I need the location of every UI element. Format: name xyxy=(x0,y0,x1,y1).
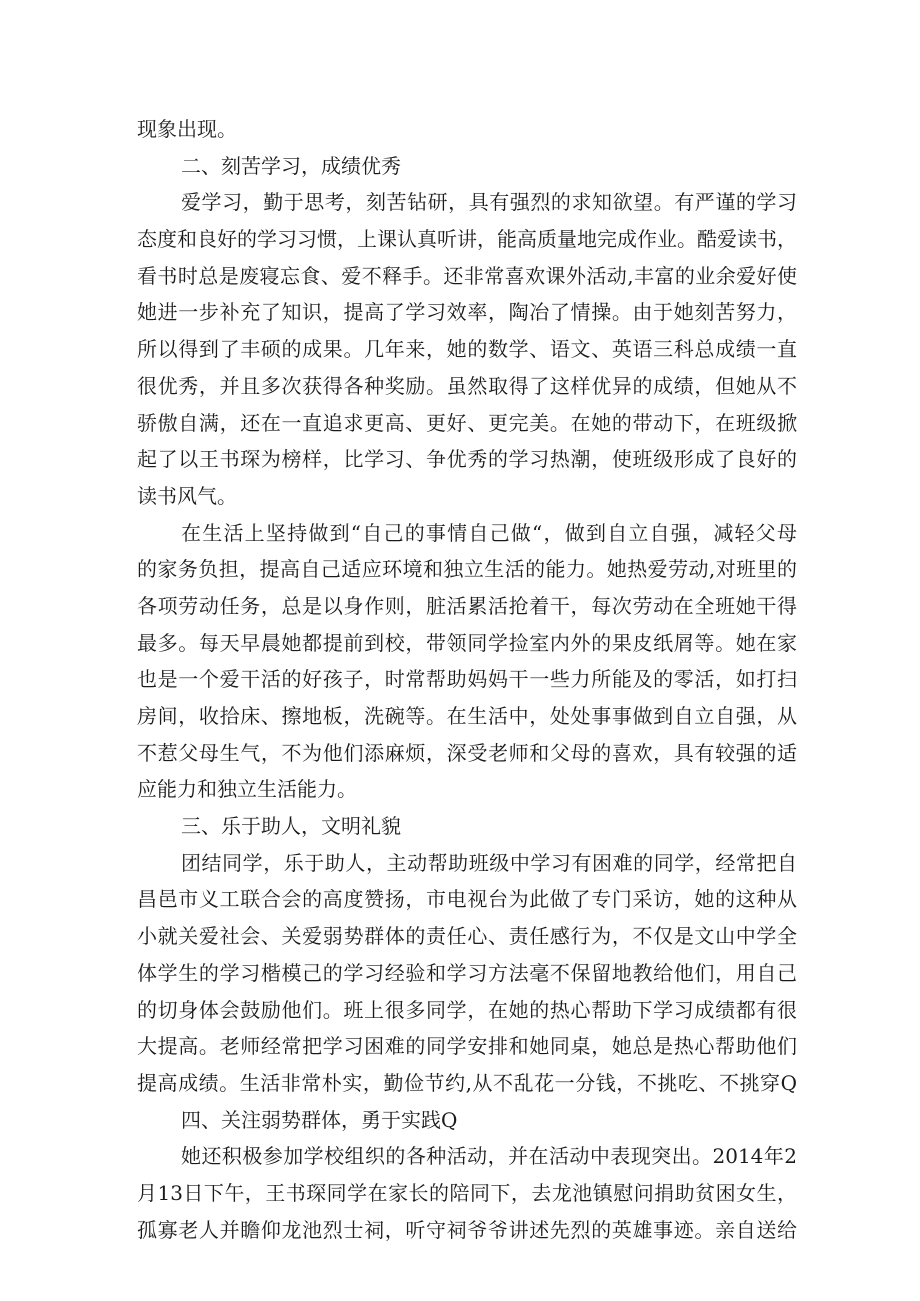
text-line: 团结同学，乐于助人，主动帮助班级中学习有困难的同学，经常把自 xyxy=(181,850,797,875)
text-line: 爱学习，勤于思考，刻苦钻研，具有强烈的求知欲望。有严谨的学习 xyxy=(181,190,797,215)
text-line: 各项劳动任务，总是以身作则，脏活累活抢着干，每次劳动在全班她干得 xyxy=(137,593,797,618)
text-line: 最多。每天早晨她都提前到校，带领同学捡室内外的果皮纸屑等。她在家 xyxy=(137,630,797,655)
text-line: 应能力和独立生活能力。 xyxy=(137,777,357,802)
text-line: 昌邑市义工联合会的高度赞扬，市电视台为此做了专门采访，她的这种从 xyxy=(137,887,797,912)
text-line: 态度和良好的学习习惯，上课认真听讲，能高质量地完成作业。酷爱读书， xyxy=(137,227,797,252)
document-body xyxy=(137,111,797,1248)
text-line: 的家务负担，提高自己适应环境和独立生活的能力。她热爱劳动,对班里的 xyxy=(137,557,797,582)
text-line: 读书风气。 xyxy=(137,483,237,508)
text-line: 房间，收拾床、擦地板，洗碗等。在生活中，处处事事做到自立自强，从 xyxy=(137,704,797,728)
text-line: 四、关注弱势群体，勇于实践Q xyxy=(181,1107,458,1132)
text-line: 骄傲自满，还在一直追求更高、更好、更完美。在她的带动下，在班级掀 xyxy=(137,410,797,435)
text-line: 起了以王书琛为榜样，比学习、争优秀的学习热潮，使班级形成了良好的 xyxy=(137,447,797,472)
text-line: 提高成绩。生活非常朴实，勤俭节约,从不乱花一分钱，不挑吃、不挑穿Q xyxy=(137,1070,797,1095)
text-line: 大提高。老师经常把学习困难的同学安排和她同桌，她总是热心帮助他们 xyxy=(137,1034,797,1059)
text-line: 她还积极参加学校组织的各种活动，并在活动中表现突出。2014年2 xyxy=(181,1144,797,1169)
text-line: 也是一个爱干活的好孩子，时常帮助妈妈干一些力所能及的零活，如打扫 xyxy=(137,667,797,692)
text-line: 月13日下午，王书琛同学在家长的陪同下，去龙池镇慰问捐助贫困女生， xyxy=(137,1180,797,1205)
text-line: 体学生的学习楷模己的学习经验和学习方法毫不保留地教给他们，用自己 xyxy=(137,960,797,985)
text-line: 在生活上坚持做到“自己的事情自己做“，做到自立自强，减轻父母 xyxy=(181,520,797,545)
text-line: 所以得到了丰硕的成果。几年来，她的数学、语文、英语三科总成绩一直 xyxy=(137,337,797,362)
text-line: 小就关爱社会、关爱弱势群体的责任心、责任感行为，不仅是文山中学全 xyxy=(137,924,797,949)
text-line: 不惹父母生气，不为他们添麻烦，深受老师和父母的喜欢，具有较强的适 xyxy=(137,740,797,765)
text-line: 二、刻苦学习，成绩优秀 xyxy=(181,153,401,178)
text-line: 很优秀，并且多次获得各种奖励。虽然取得了这样优异的成绩，但她从不 xyxy=(137,373,797,398)
text-line: 孤寡老人并瞻仰龙池烈士祠，听守祠爷爷讲述先烈的英雄事迹。亲自送给 xyxy=(137,1217,797,1242)
text-line: 三、乐于助人，文明礼貌 xyxy=(181,814,401,839)
text-line: 她进一步补充了知识，提高了学习效率，陶冶了情操。由于她刻苦努力， xyxy=(137,300,797,325)
text-line: 现象出现。 xyxy=(137,117,237,141)
text-line: 的切身体会鼓励他们。班上很多同学，在她的热心帮助下学习成绩都有很 xyxy=(137,997,797,1022)
text-line: 看书时总是废寝忘食、爱不释手。还非常喜欢课外活动,丰富的业余爱好使 xyxy=(137,263,797,288)
